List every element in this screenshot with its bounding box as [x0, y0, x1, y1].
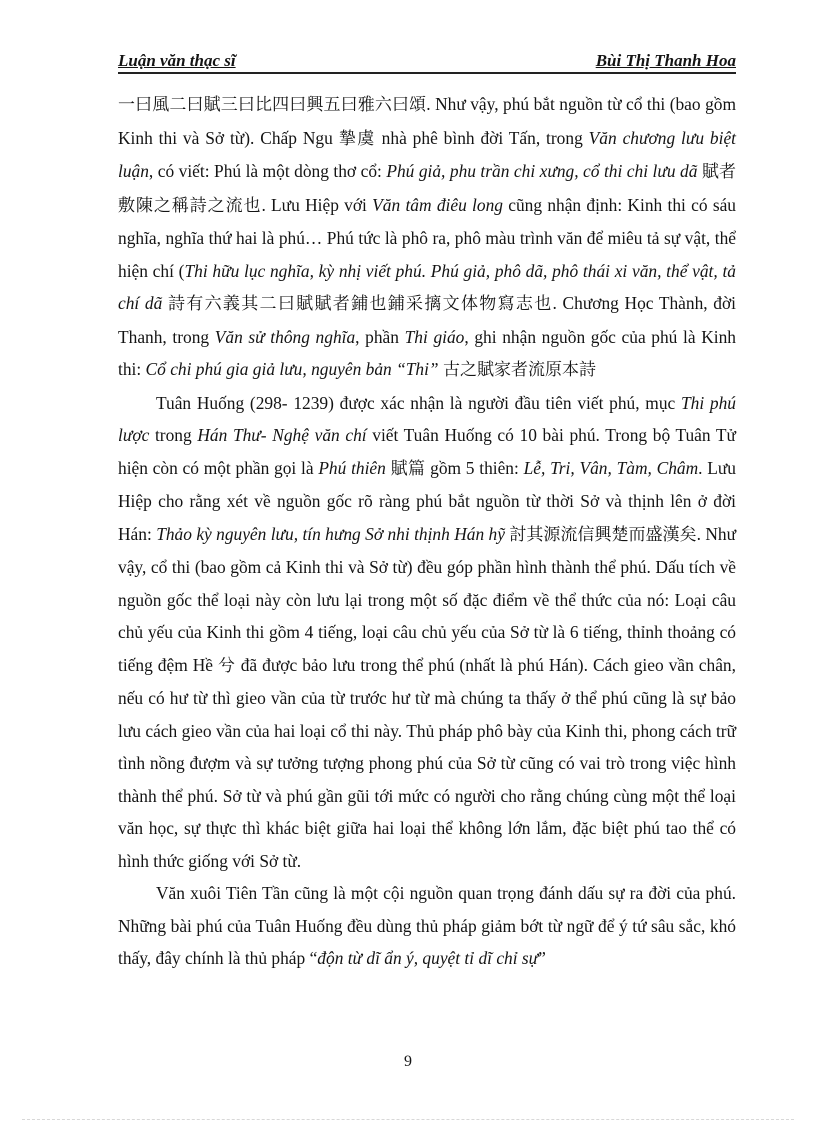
text-run: . Chương Học Thành, đời Thanh, trong — [118, 293, 737, 347]
text-run: Văn xuôi Tiên Tần cũng là một cội nguồn quan trọng đánh dấu sự ra đời của phú. Những bài phú của Tuân Huống đều dùng thủ pháp giảm bớt từ ngữ để ý tứ sâu sắc, khó thấy, đây chính là thủ pháp “ — [118, 883, 736, 968]
document-body — [118, 88, 736, 975]
text-run: . Như vậy, cổ thi (bao gồm cả Kinh thi và Sở từ) đều góp phần hình thành thể phú. Dấu tích về nguồn gốc thể loại này còn lưu lại trong một số đặc điểm về thể thức của nó: Loại câu chủ yếu của Kinh thi gồm 4 tiếng, loại câu chủ yếu của Sở từ là 6 tiếng, thỉnh thoảng có tiếng đệm Hề — [118, 523, 736, 675]
italic-text: Phú giả, phu trần chi xưng, cổ thi chi lưu dã — [386, 161, 702, 181]
paragraph — [118, 877, 736, 975]
text-run: viết Tuân Huống có 10 bài phú. Trong bộ Tuân Tử hiện còn có một phần gọi là — [118, 425, 736, 478]
page-header — [118, 50, 736, 74]
italic-text: Văn chương lưu biệt luận — [118, 127, 737, 181]
italic-text: Lễ, Tri, Vân, Tàm, Châm — [523, 457, 699, 478]
italic-text: Cổ chi phú gia giả lưu, nguyên bản “Thi” — [145, 359, 443, 379]
han-characters: 一曰風二曰賦三曰比四曰興五曰雅六曰頌 — [118, 95, 427, 115]
han-characters: 古之賦家者流原本詩 — [442, 360, 596, 380]
italic-text: Văn sử thông nghĩa — [214, 326, 356, 347]
italic-text: Thi phú lược — [118, 392, 737, 445]
text-run: Tuân Huống (298- 1239) được xác nhận là người đầu tiên viết phú, mục — [156, 392, 681, 413]
text-run: gồm 5 thiên: — [425, 457, 524, 478]
han-characters: 詩有六義其二曰賦賦者鋪也鋪采摛文体物寫志也 — [167, 294, 553, 314]
text-run: trong — [149, 425, 198, 445]
italic-text: Hán Thư- Nghệ văn chí — [197, 425, 367, 445]
han-characters: 摯虞 — [338, 128, 376, 149]
italic-text: Phú thiên — [318, 457, 386, 478]
paragraph — [118, 387, 736, 878]
text-run: , có viết: Phú là một dòng thơ cổ: — [148, 161, 387, 181]
han-characters: 討其源流信興楚而盛漢矣 — [509, 524, 697, 545]
header-author-name: Bùi Thị Thanh Hoa — [595, 51, 736, 70]
italic-text: độn từ dĩ ẩn ý, quyệt tỉ dĩ chỉ sự — [317, 948, 539, 968]
paragraph — [118, 88, 736, 387]
text-run: đã được bảo lưu trong thể phú (nhất là phú Hán). Cách gieo vần chân, nếu có hư từ thì gieo vần của từ trước hư từ mà chúng ta thấy ở thể phú cũng là sự bảo lưu cách gieo vần của hai loại cổ thi này. Thủ pháp phô bày của Kinh thi, phong cách trữ tình nồng đượm và sự tưởng tượng phong phú của Sở từ cũng có vai trò trong việc hình thành thể phú. Sở từ và phú gần gũi tới mức có người cho rằng chúng cùng một thể loại văn học, sự thực thì khác biệt giữa hai loại thể không lớn lắm, đặc biệt phú tao thể có hình thức giống với Sở từ. — [118, 654, 736, 871]
text-run: , ghi nhận nguồn gốc của phú là Kinh thi: — [118, 326, 736, 379]
text-run: . Lưu Hiệp với — [261, 194, 373, 215]
italic-text: Thi giáo — [404, 326, 465, 347]
italic-text: Thảo kỳ nguyên lưu, tín hưng Sở nhi thịnh Hán hỹ — [156, 523, 510, 544]
text-run: cũng nhận định: Kinh thi có sáu nghĩa, nghĩa thứ hai là phú… Phú tức là phô ra, phô màu trình văn để miêu tả sự vật, thể hiện chí ( — [118, 194, 736, 281]
italic-text: Thi hữu lục nghĩa, kỳ nhị viết phú. Phú giả, phô dã, phô thái xi văn, thể vật, tả chí dã — [118, 260, 736, 313]
text-run: , phần — [355, 326, 405, 347]
text-run: . Lưu Hiệp cho rằng xét về nguồn gốc rõ ràng phú bắt nguồn từ thời Sở và thịnh lên ở đời Hán: — [118, 457, 736, 544]
han-characters: 賦者敷陳之稱詩之流也 — [118, 162, 737, 216]
page-bottom-divider — [22, 1119, 794, 1120]
text-run: nhà phê bình đời Tấn, trong — [375, 127, 589, 148]
han-characters: 賦篇 — [390, 458, 426, 479]
page-number: 9 — [404, 1053, 412, 1070]
italic-text: Văn tâm điêu long — [372, 194, 503, 215]
han-characters: 兮 — [218, 655, 236, 676]
text-run: . Như vậy, phú bắt nguồn từ cổ thi (bao gồm Kinh thi và Sở từ). Chấp Ngu — [118, 94, 736, 148]
header-thesis-title: Luận văn thạc sĩ — [118, 51, 236, 70]
text-run: ” — [538, 948, 546, 968]
